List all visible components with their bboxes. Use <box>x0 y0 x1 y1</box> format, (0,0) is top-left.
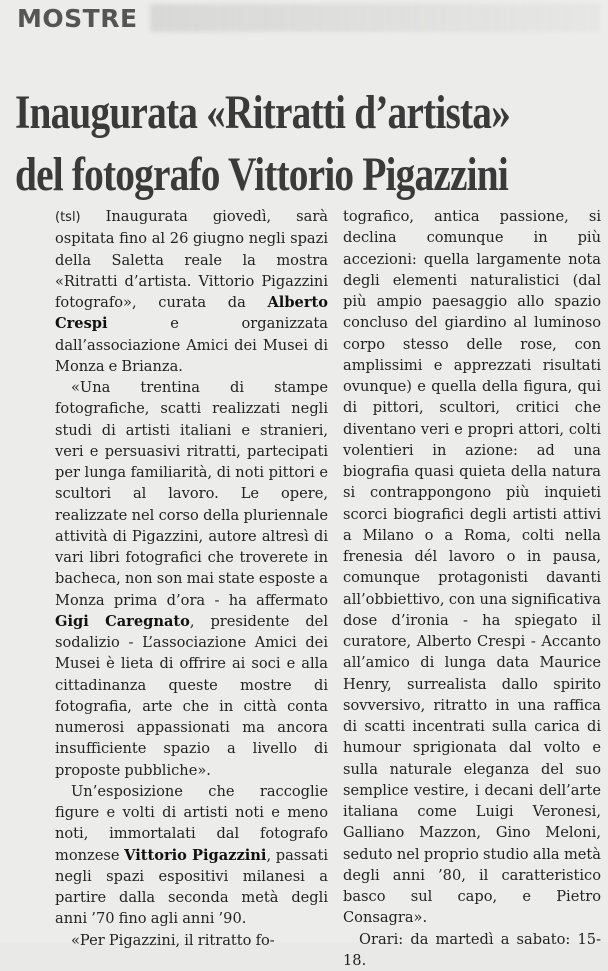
paragraph-4: «Per Pigazzini, il ritratto fo- <box>55 930 328 951</box>
paragraph-5: tografico, antica passione, si declina comunque in più accezioni: quella largamente nota degli elementi naturalistici (dal più ampio paesaggio allo spazio concluso del giardino al luminoso corpo stesso delle rose, con amplissimi e apprezzati risultati ovunque) e quella della figura, qui di pittori, scultori, critici che diventano veri e propri attori, colti volentieri in azione: ad una biografia quasi quieta della natura si contrappongono più inquieti scorci biografici degli artisti attivi a Milano o a Roma, colti nella frenesia dél lavoro o in pausa, comunque protagonisti davanti all’obbiettivo, con una significativa dose d’ironia - ha spiegato il curatore, Alberto Crespi - Accanto all’amico di lunga data Maurice Henry, surrealista dallo spirito sovversivo, ritratto in una raffica di scatti incentrati sulla carica di humour sprigionata dal volto e sulla naturale eleganza del suo semplice vestire, i decani dell’arte italiana come Luigi Veronesi, Galliano Mazzon, Gino Meloni, seduto nel proprio studio alla metà degli anni ’80, il caratteristico basco sul capo, e Pietro Consagra». <box>343 206 601 929</box>
headline-line-1: Inaugurata «Ritratti d’artista» <box>15 82 495 144</box>
opening-hours: Orari: da martedì a sabato: 15-18. <box>343 929 601 971</box>
curator-name: Alberto Crespi <box>55 294 328 332</box>
paragraph-1: (tsl) Inaugurata giovedì, sarà ospitata fino al 26 giugno negli spazi della Saletta reale la mostra «Ritratti d’artista. Vittorio Pigazzini fotografo», curata da Alberto Crespi e organizzata dall’associazione Amici dei Musei di Monza e Brianza. <box>55 206 328 377</box>
paragraph-3: Un’esposizione che raccoglie figure e volti di artisti noti e meno noti, immortalati dal fotografo monzese Vittorio Pigazzini, passati negli spazi espositivi milanesi a partire dalla seconda metà degli anni ’70 fino agli anni ’90. <box>55 781 328 930</box>
bleed-through-shadow <box>150 4 600 32</box>
headline <box>15 82 495 206</box>
photographer-name: Vittorio Pigazzini <box>124 847 266 864</box>
author-signature: (tsl) <box>55 210 81 225</box>
paragraph-2: «Una trentina di stampe fotografiche, scatti realizzati negli studi di artisti italiani e stranieri, veri e persuasivi ritratti, partecipati per lunga familiarità, di noti pittori e scultori al lavoro. Le opere, realizzate nel corso della pluriennale attività di Pigazzini, autore altresì di vari libri fotografici che troverete in bacheca, non son mai state esposte a Monza prima d’ora - ha affermato Gigi Caregnato, presidente del sodalizio - L’associazione Amici dei Musei è lieta di offrire ai soci e alla cittadinanza queste mostre di fotografia, arte che in città conta numerosi appassionati ma ancora insufficiente spazio a livello di proposte pubbliche». <box>55 377 328 781</box>
headline-line-2: del fotografo Vittorio Pigazzini <box>15 144 495 206</box>
article-column-left <box>55 206 328 951</box>
article-column-right <box>343 206 601 971</box>
section-kicker: MOSTRE <box>17 4 138 33</box>
president-name: Gigi Caregnato <box>55 613 190 630</box>
